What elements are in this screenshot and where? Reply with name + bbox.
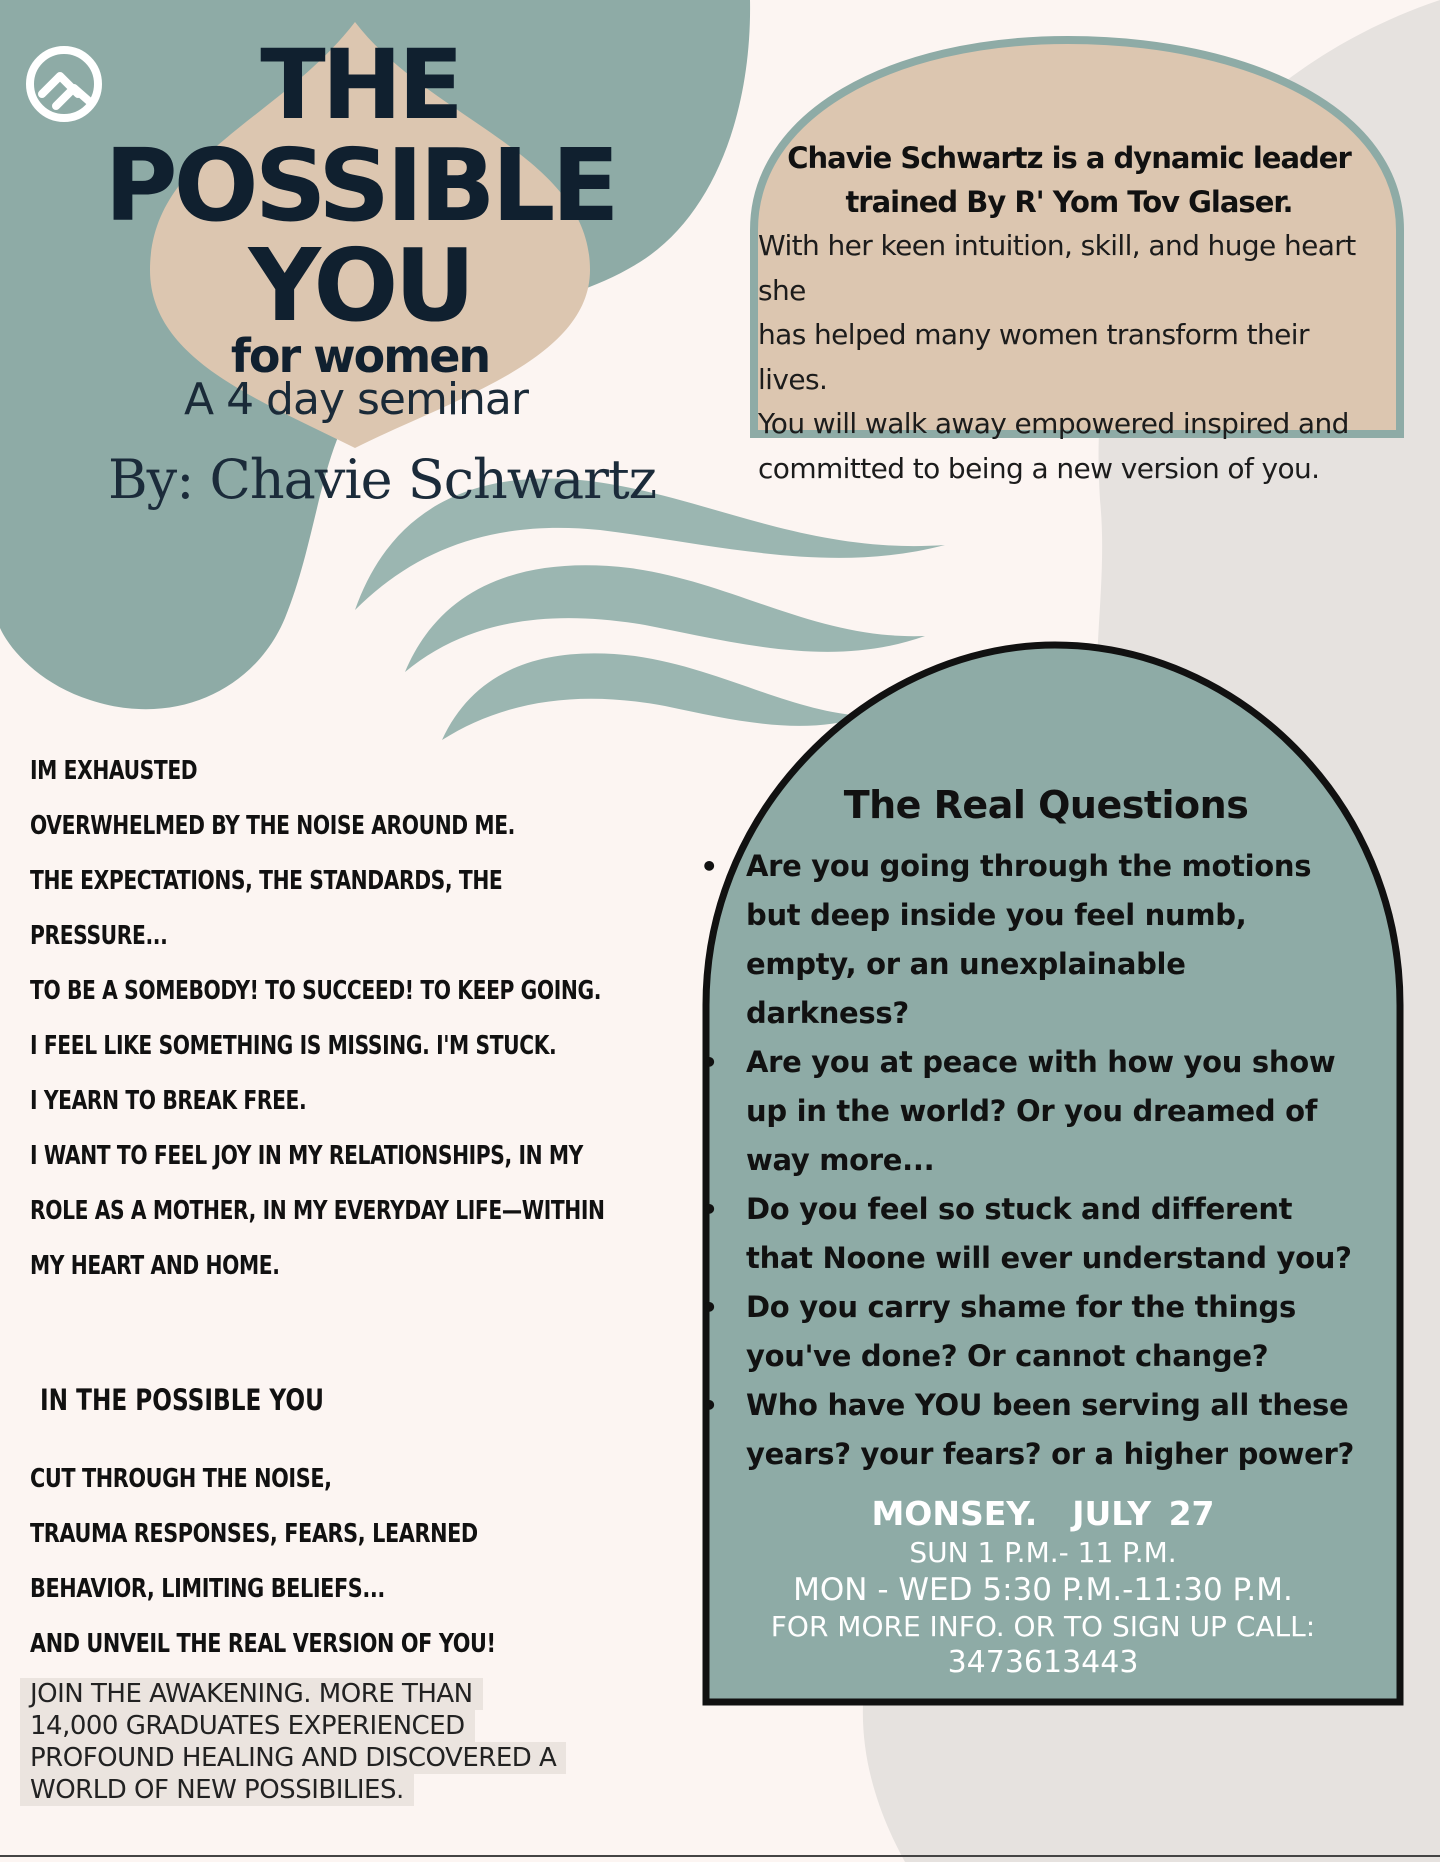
story-line: I YEARN TO BREAK FREE. — [30, 1086, 307, 1116]
bullet-icon: • — [700, 1193, 718, 1226]
title-the: THE — [260, 29, 460, 141]
event-location-date: MONSEY. JULY 27 — [871, 1494, 1215, 1533]
bio-line: has helped many women transform their lives. — [758, 318, 1309, 396]
bio-line: You will walk away empowered inspired and — [758, 407, 1349, 440]
questions-list — [700, 842, 1370, 1479]
story-line: ROLE AS A MOTHER, IN MY EVERYDAY LIFE—WITHIN — [30, 1196, 605, 1226]
bullet-icon: • — [700, 1046, 718, 1079]
byline: By: Chavie Schwartz — [108, 448, 657, 511]
join-line: JOIN THE AWAKENING. MORE THAN — [20, 1678, 483, 1710]
join-line: WORLD OF NEW POSSIBILIES. — [20, 1774, 414, 1806]
title-seminar: A 4 day seminar — [183, 374, 528, 425]
question-line: Do you carry shame for the things — [746, 1290, 1296, 1324]
question-line: empty, or an unexplainable — [746, 947, 1186, 981]
question-line: Are you at peace with how you show — [746, 1045, 1336, 1079]
possible-heading: IN THE POSSIBLE YOU — [40, 1383, 324, 1417]
possible-line: BEHAVIOR, LIMITING BELIEFS... — [30, 1574, 385, 1604]
question-line: Do you feel so stuck and different — [746, 1192, 1293, 1226]
wave-shape-3 — [442, 653, 865, 740]
event-phone[interactable]: 3473613443 — [947, 1645, 1139, 1680]
question-line: Are you going through the motions — [746, 849, 1312, 883]
wave-shape-2 — [405, 565, 925, 672]
title-possible: POSSIBLE — [104, 127, 616, 244]
possible-line: AND UNVEIL THE REAL VERSION OF YOU! — [30, 1629, 496, 1659]
title-for-women: for women — [230, 329, 490, 383]
story-line: OVERWHELMED BY THE NOISE AROUND ME. — [30, 811, 515, 841]
bio-heading-line-2: trained By R' Yom Tov Glaser. — [845, 185, 1293, 219]
possible-line: TRAUMA RESPONSES, FEARS, LEARNED — [30, 1519, 478, 1549]
event-info: FOR MORE INFO. OR TO SIGN UP CALL: — [770, 1610, 1316, 1643]
bio-body — [758, 224, 1380, 491]
story-line: IM EXHAUSTED — [30, 756, 198, 786]
join-line: PROFOUND HEALING AND DISCOVERED A — [20, 1742, 566, 1774]
question-item — [676, 1185, 1370, 1283]
story-line: TO BE A SOMEBODY! TO SUCCEED! TO KEEP GOING. — [30, 976, 602, 1006]
question-line: years? your fears? or a higher power? — [746, 1437, 1355, 1471]
question-item — [676, 842, 1370, 1038]
question-line: up in the world? Or you dreamed of — [746, 1094, 1318, 1128]
questions-title: The Real Questions — [843, 783, 1249, 827]
possible-section — [30, 1452, 650, 1672]
question-line: darkness? — [746, 996, 909, 1030]
question-item — [676, 1283, 1370, 1381]
story-section — [30, 744, 630, 1294]
story-line: MY HEART AND HOME. — [30, 1251, 280, 1281]
story-line: I FEEL LIKE SOMETHING IS MISSING. I'M STUCK. — [30, 1031, 557, 1061]
bio-line: With her keen intuition, skill, and huge heart she — [758, 229, 1356, 307]
question-item — [676, 1038, 1370, 1185]
bio-heading-line-1: Chavie Schwartz is a dynamic leader — [787, 141, 1351, 175]
event-weekday-hours: MON - WED 5:30 P.M.-11:30 P.M. — [793, 1572, 1293, 1608]
question-line: that Noone will ever understand you? — [746, 1241, 1352, 1275]
question-line: way more... — [746, 1143, 935, 1177]
question-line: Who have YOU been serving all these — [746, 1388, 1349, 1422]
bio-line: committed to being a new version of you. — [758, 451, 1320, 485]
story-line: THE EXPECTATIONS, THE STANDARDS, THE — [30, 866, 503, 896]
story-line: I WANT TO FEEL JOY IN MY RELATIONSHIPS, IN MY — [30, 1141, 583, 1171]
bullet-icon: • — [700, 1389, 718, 1422]
join-line: 14,000 GRADUATES EXPERIENCED — [20, 1710, 475, 1742]
story-line: PRESSURE... — [30, 921, 168, 951]
question-line: but deep inside you feel numb, — [746, 898, 1247, 932]
bullet-icon: • — [700, 1291, 718, 1324]
possible-line: CUT THROUGH THE NOISE, — [30, 1464, 332, 1494]
join-callout — [20, 1678, 566, 1806]
question-line: you've done? Or cannot change? — [746, 1339, 1269, 1373]
bullet-icon: • — [700, 850, 718, 883]
question-item — [676, 1381, 1370, 1479]
title-you: YOU — [248, 227, 472, 344]
bio-section — [758, 136, 1380, 491]
questions-section — [700, 780, 1370, 1479]
event-sunday-hours: SUN 1 P.M.- 11 P.M. — [909, 1536, 1177, 1569]
